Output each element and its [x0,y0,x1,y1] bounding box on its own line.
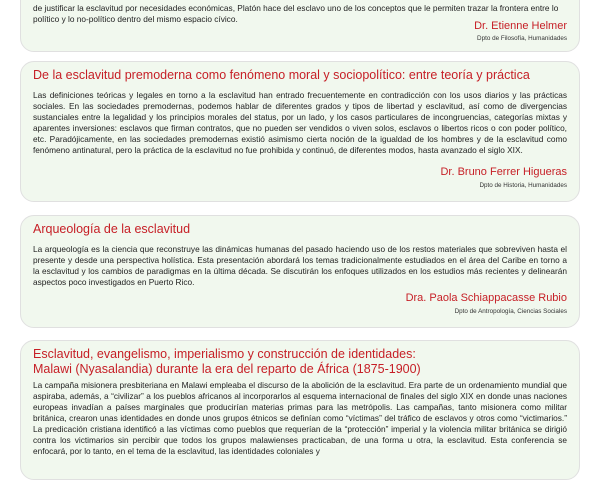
speaker-name: Dr. Bruno Ferrer Higueras [440,166,567,178]
speaker-department: Dpto de Filosofía, Humanidades [477,35,567,42]
talk-card-malawi [20,340,580,480]
talk-abstract: La arqueología es la ciencia que reconstruye las dinámicas humanas del pasado haciendo uso de los restos materiales que sobreviven hasta el presente y desde una perspectiva holística. Esta presentación abordará los temas tradicionalmente estudiados en el área del Caribe en torno a la esclavitud y los cambios de paradigmas en la última década. Se discutirán los enfoques utilizados en los estudios más recientes y delinearán aspectos poco investigados en Puerto Rico. [33,244,567,287]
talk-title-line-1: Esclavitud, evangelismo, imperialismo y construcción de identidades: [33,347,416,361]
talk-title: De la esclavitud premoderna como fenómeno moral y sociopolítico: entre teoría y práctica [33,68,530,82]
speaker-name: Dr. Etienne Helmer [474,20,567,32]
speaker-department: Dpto de Historia, Humanidades [479,182,567,189]
talk-title [33,347,569,377]
talk-card-helmer [20,0,580,52]
talk-card-ferrer [20,61,580,202]
talk-title-line-2: Malawi (Nyasalandia) durante la era del reparto de África (1875-1900) [33,362,421,376]
talk-card-schiappacasse [20,215,580,328]
talk-abstract: La campaña misionera presbiteriana en Malawi empleaba el discurso de la abolición de la esclavitud. Era parte de un ordenamiento mundial que aspiraba, además, a “civilizar” a los pueblos africanos al incorporarlos al esquema internacional de finales del siglo XIX en donde unas naciones europeas invadían a países marginales que producirían materias primas para las metrópolis. Las campañas, tanto misionera como militar británica, crearon unas identidades en donde unos grupos étnicos se definían como “víctimas” del tráfico de esclavos y otros como “victimarios.” La predicación cristiana identificó a las víctimas como pueblos que requerían de la “protección” imperial y la violencia militar británica se dirigió contra los victimarios sin percibir que todos los grupos malawienses practicaban, de una forma u otra, la esclavitud. Esta conferencia se enfocará, por lo tanto, en el tema de la esclavitud, las identidades coloniales y [33,380,567,456]
talk-title: Arqueología de la esclavitud [33,222,191,236]
talk-abstract: Las definiciones teóricas y legales en torno a la esclavitud han entrado frecuentemente en contradicción con los usos diarios y las prácticas sociales. En las sociedades premodernas, podemos hablar de diferentes grados y tipos de libertad y esclavitud, así como de divergencias sustanciales entre la legalidad y los principios morales del status, por un lado, y los casos particulares de incongruencias, categorías mixtas y aparentes inversiones: esclavos que firman contratos, que no pueden ser vendidos o viven solos, esclavos o libertos ricos o con poder político, etc. Paradójicamente, en las sociedades premodernas existió asimismo cierta noción de la igualdad de los hombres y de la esclavitud como fenómeno antinatural, pero la práctica de la esclavitud no fue prohibida y continuó, de diferentes modos, hasta avanzado el siglo XIX. [33,90,567,155]
talk-abstract: de justificar la esclavitud por necesidades económicas, Platón hace del esclavo uno de los conceptos que le permiten trazar la frontera entre lo político y lo no-político dentro del mismo espacio cívico. [33,3,559,24]
speaker-name: Dra. Paola Schiappacasse Rubio [405,292,567,304]
speaker-department: Dpto de Antropología, Ciencias Sociales [454,308,567,315]
